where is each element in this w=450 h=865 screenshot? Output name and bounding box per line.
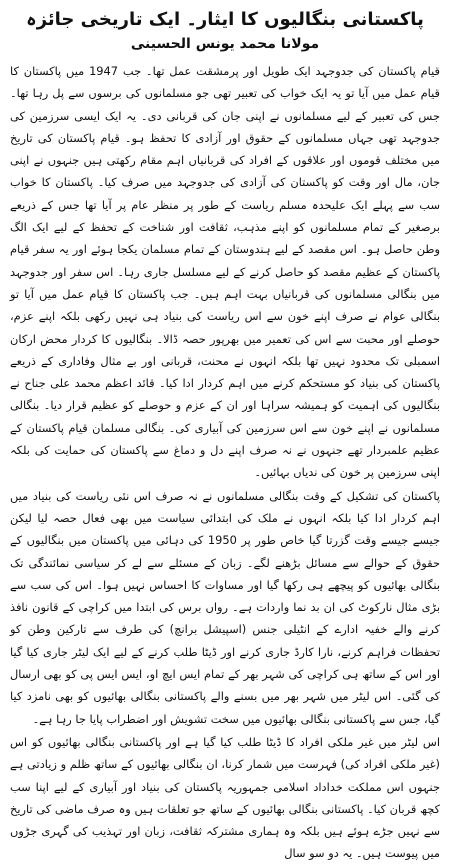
article-paragraph-1: قیام پاکستان کی جدوجہد ایک طویل اور پرمشقت عمل تھا۔ جب 1947 میں پاکستان کا قیام عمل میں آیا تو یہ ایک خواب کی تعبیر تھی جو مسلمانوں کی برسوں سے پل رہا تھا۔ جس کی تعبیر کے لیے مسلمانوں نے اپنی جان کی قربانی دی۔ یہ ایک ایسی سرزمین کی جدوجہد تھی جہاں مسلمانوں کے حقوق اور آزادی کا تحفظ ہو۔ قیام پاکستان کی تاریخ میں مختلف قوموں اور علاقوں کے افراد کی قربانیاں اہم مقام رکھتی ہیں جنہوں نے اپنی جان، مال اور وقت کو پاکستان کی آزادی کی جدوجہد میں صرف کیا۔ پاکستان کا خواب سب سے پہلے ایک علیحدہ مسلم ریاست کے طور پر منظر عام پر آیا تھا جس کے ذریعے برصغیر کے تمام مسلمانوں کو اپنے مذہب، ثقافت اور شناخت کے تحفظ کے لیے ایک الگ وطن حاصل ہو۔ اس مقصد کے لیے ہندوستان کے تمام مسلمان یکجا ہوئے اور یہ سفر قیام پاکستان کے عظیم مقصد کو حاصل کرنے کے لیے مسلسل جاری رہا۔ اس سفر اور جدوجہد میں بنگالی مسلمانوں کی قربانیاں بہت اہم ہیں۔ جب پاکستان کا قیام عمل میں آیا تو بنگالی عوام نے صرف اپنے خون سے اس ریاست کی بنیاد ہی نہیں رکھی بلکہ اپنے عزم، حوصلے اور محبت سے اس کی تعمیر میں بھرپور حصہ ڈالا۔ بنگالیوں کا کردار محض ارکان اسمبلی تک محدود نہیں تھا بلکہ انہوں نے محنت، قربانی اور بے مثال وفاداری کے ذریعے پاکستان کی بنیاد کو مستحکم کرنے میں اہم کردار ادا کیا۔ قائد اعظم محمد علی جناح نے بنگالیوں کی اہمیت کو ہمیشہ سراہا اور ان کے عزم و حوصلے کو عظیم قرار دیا۔ بنگالی مسلمانوں نے اپنے خون سے اس سرزمین کی آبیاری کی۔ بنگالی مسلمان قیام پاکستان کے عظیم علمبردار تھے جنہوں نے نہ صرف اپنے دل و دماغ سے پاکستان کی حمایت کی بلکہ اپنی سرزمین پر خون کی ندیاں بہائیں۔ bbox=[10, 64, 440, 480]
article-title: پاکستانی بنگالیوں کا ایثار۔ ایک تاریخی جائزہ bbox=[26, 9, 424, 30]
article-paragraph-3: اس لیٹر میں غیر ملکی افراد کا ڈیٹا طلب کیا گیا ہے اور پاکستانی بنگالی بھائیوں کو اس (غیر ملکی افراد کی) فہرست میں شمار کرنا، ان بنگالی بھائیوں کے ساتھ ظلم و زیادتی ہے جنہوں اس مملکت خداداد اسلامی جمہوریہ پاکستان کی بنیاد اور آبیاری کے لیے اپنا سب کچھ قربان کیا۔ پاکستانی بنگالی بھائیوں کے ساتھ جو تعلقات ہیں وہ صرف ماضی کی تاریخ سے نہیں جڑے ہوئے ہیں بلکہ وہ ہماری مشترکہ ثقافت، زبان اور تہذیب کی گہری جڑوں میں پیوست ہیں۔ یہ دو سو سال bbox=[10, 734, 440, 861]
article-author: مولانا محمد یونس الحسینی bbox=[130, 36, 320, 52]
article-paragraph-2: پاکستان کی تشکیل کے وقت بنگالی مسلمانوں نے نہ صرف اس نئی ریاست کی بنیاد میں اہم کردار ادا کیا بلکہ انہوں نے ملک کی ابتدائی سیاست میں بھی فعال حصہ لیا لیکن جیسے جیسے وقت گزرتا گیا خاص طور پر 1950 کی دہائی میں پاکستان میں بنگالیوں کے حقوق کے حوالے سے مسائل بڑھنے لگے۔ زبان کے مسئلے سے لے کر سیاسی نمائندگی تک بنگالی بھائیوں کو پیچھے ہی رکھا گیا اور مساوات کا احساس نہیں ہوا۔ اس کی سب سے بڑی مثال نارکوٹ کی ان بد نما واردات ہے۔ رواں برس کی ابتدا میں کراچی کے قانون نافذ کرنے والے خفیہ ادارے کے انٹیلی جنس (اسپیشل برانچ) کی طرف سے تارکین وطن کو تحفظات فراہم کرنے، نارا کارڈ جاری کرنے اور ڈیٹا طلب کرنے کے لیے ایک لیٹر جاری کیا گیا اور اس کے ساتھ ہی کراچی کی شہر بھر کے تمام ایس ایچ او، ایس ایس پی کو بھی ارسال کی گئی۔ اس لیٹر میں شہر بھر میں بسنے والے پاکستانی بنگالی بھائیوں کو بھی نامزد کیا گیا، جس سے پاکستانی بنگالی بھائیوں میں سخت تشویش اور اضطراب پایا جا رہا ہے۔ bbox=[10, 488, 441, 726]
